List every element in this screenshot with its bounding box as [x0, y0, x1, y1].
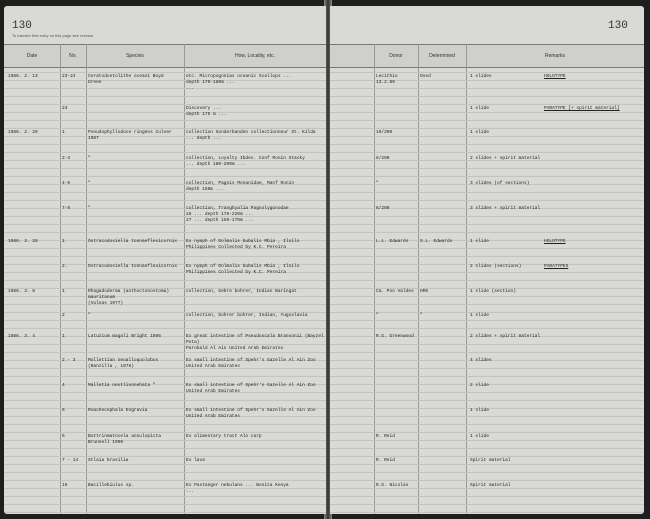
entry-donor: Lecithio 13.2.86 [376, 74, 398, 85]
ruled-line [330, 272, 644, 273]
ruled-line [330, 432, 644, 433]
entry-remarks: Spirit material [470, 483, 511, 488]
entry-date: 1986. 3. 8 [8, 289, 36, 294]
ruled-line [330, 304, 644, 305]
entry-remarks: 2 slide [470, 383, 489, 388]
entry-remarks-type: HOLOTYPE [544, 74, 566, 79]
col-divider [86, 44, 87, 514]
ruled-line [4, 224, 326, 225]
right-page [330, 6, 644, 514]
col-header-locality: How, Locality, etc. [235, 53, 275, 59]
ruled-line [330, 368, 644, 369]
entry-date: 1986. 2. 13 [8, 74, 38, 79]
entry-donor: R. Reid [376, 458, 395, 463]
entry-species: Ostracodosiella tonnaeflexicornis [88, 264, 178, 269]
ruled-line [330, 216, 644, 217]
entry-remarks-type: PARATYPES [544, 264, 569, 269]
ruled-line [4, 96, 326, 97]
ruled-line [330, 512, 644, 513]
entry-determined: HMS [420, 289, 429, 294]
entry-species: Malletia neotlinonehata " [88, 383, 156, 388]
ruled-line [4, 496, 326, 497]
entry-number: 2 - 3 [62, 358, 76, 363]
ruled-line [330, 416, 644, 417]
ruled-line [4, 448, 326, 449]
entry-locality: collection Sonderbanden collectionneur St. Kilda ... depth ... [186, 130, 316, 141]
entry-remarks: 1 slides [470, 74, 492, 79]
entry-species: " [88, 206, 91, 211]
entry-species: Rhagadoderma (anthoctonostoma) mauritanum (Vulnas 1977) [88, 289, 170, 306]
entry-donor: Ca. Poo Valdes [376, 289, 414, 294]
entry-species: Latuzium magali Bright 1986 [88, 334, 161, 339]
col-header-no: No. [69, 53, 77, 59]
ruled-line [330, 424, 644, 425]
entry-donor: L.L. Edwards [376, 239, 409, 244]
ruled-line [330, 256, 644, 257]
ruled-line [4, 176, 326, 177]
ruled-line [330, 480, 644, 481]
ruled-line [330, 96, 644, 97]
ruled-line [4, 504, 326, 505]
entry-remarks: 2 slides + spirit material [470, 334, 541, 339]
entry-locality: collection, Pagnis Monanidae, Manf Ronin depth 150m ... [186, 181, 295, 192]
ruled-line [330, 104, 644, 105]
ruled-line [330, 448, 644, 449]
ruled-line [330, 136, 644, 137]
entry-remarks: Spirit material [470, 458, 511, 463]
col-divider [374, 44, 375, 514]
col-divider [60, 44, 61, 514]
ruled-line [330, 496, 644, 497]
entry-species: Mollettian neoalloquolobos (Ranzilla , 1878) [88, 358, 159, 369]
entry-locality: Ex lava [186, 458, 205, 463]
entry-remarks: 1 slide [470, 130, 489, 135]
entry-number: 2. [62, 264, 68, 269]
entry-number: 19 [62, 483, 68, 488]
entry-remarks: 1 slide [470, 313, 489, 318]
col-divider [418, 44, 419, 514]
ruled-line [330, 128, 644, 129]
ruled-line [330, 144, 644, 145]
entry-date: 1986. 3. 4 [8, 334, 36, 339]
entry-remarks: 1 slide (section) [470, 289, 516, 294]
entry-donor: R.G. Nicolas [376, 483, 409, 488]
ruled-line [330, 392, 644, 393]
header-note: To transfer first entry on this page see reverse [12, 33, 94, 38]
ruled-line [4, 432, 326, 433]
ruled-line [330, 232, 644, 233]
entry-locality: collection, Loyalty Ibdes. Conf Ronin Stacky ... depth 180-200m ... [186, 156, 305, 167]
entry-donor: R.G. Greenwood [376, 334, 414, 339]
entry-locality: Ex nymph of Dolmalis bubalis Mbia , Iloilo Philippines Collected by K.C. Pereira [186, 264, 300, 275]
entry-locality: collection, Tranghyalia Pagnolygonodae 28 ... depth 170-220m ... 27 ... depth 150-170m ... [186, 206, 289, 223]
entry-locality: Ex small intestine of Spehr's Gazelle Al Ain Zoo United Arab Emirates [186, 358, 316, 369]
entry-locality: Ex small intestine of Spehr's Gazelle Al Ain Zoo United Arab Emirates [186, 408, 316, 419]
col-divider [466, 44, 467, 514]
entry-determined: " [420, 313, 423, 318]
ruled-line [330, 504, 644, 505]
entry-remarks: 1 slide [470, 239, 489, 244]
entry-date: 1986. 3. 28 [8, 239, 38, 244]
ruled-line [4, 152, 326, 153]
entry-remarks: 1 slide [470, 408, 489, 413]
entry-determined: Oved [420, 74, 431, 79]
col-header-species: Species [126, 53, 144, 59]
entry-species: " [88, 181, 91, 186]
ruled-line [330, 320, 644, 321]
entry-locality: Ex alimentary tract Alo carp [186, 434, 262, 439]
ruled-line [4, 104, 326, 105]
col-header-remarks: Remarks [544, 53, 565, 59]
ruled-line [330, 176, 644, 177]
entry-remarks: 1 slide [470, 434, 489, 439]
entry-determined: S.L. Edwards [420, 239, 453, 244]
left-page-number: 130 [12, 20, 32, 32]
entry-donor: R. Reid [376, 434, 395, 439]
entry-number: 7 - 14 [62, 458, 79, 463]
entry-number: 4 [62, 383, 65, 388]
entry-number: 1 [62, 239, 65, 244]
ruled-line [4, 320, 326, 321]
entry-number: 24 [62, 106, 68, 111]
col-divider [184, 44, 185, 514]
entry-remarks: 3 slides + spirit material [470, 206, 541, 211]
ruled-line [330, 280, 644, 281]
entry-locality: collection, bohrer bohrer, Indian, Yugoslavia [186, 313, 308, 318]
entry-number: 7-9 [62, 206, 71, 211]
right-page-number: 130 [608, 20, 628, 32]
ruled-line [4, 464, 326, 465]
ruled-line [4, 280, 326, 281]
entry-donor: 6/200 [376, 206, 390, 211]
ruled-line [4, 328, 326, 329]
entry-locality: collection, Gebre bohrer, Indian Baringat [186, 289, 297, 294]
entry-donor: " [376, 181, 379, 186]
ruled-line [4, 144, 326, 145]
ruled-line [4, 456, 326, 457]
entry-species: Buttrinmatocela annulopicta Brunnell 1996 [88, 434, 161, 445]
entry-date: 1986. 2. 26 [8, 130, 38, 135]
entry-number: 6 [62, 434, 65, 439]
ruled-line [330, 200, 644, 201]
ruled-line [330, 296, 644, 297]
ruled-line [330, 248, 644, 249]
entry-donor: 6/200 [376, 156, 390, 161]
entry-remarks: 3 slides (of sections) [470, 181, 530, 186]
left-page [4, 6, 326, 514]
entry-number: 6 [62, 408, 65, 413]
entry-locality: Ex small intestine of Spehr's Gazelle Al Ain Zoo United Arab Emirates [186, 383, 316, 394]
entry-remarks: 2 slides (sections) [470, 264, 522, 269]
ruled-line [330, 400, 644, 401]
ruled-line [4, 376, 326, 377]
entry-remarks-type: PARATYPE [+ spirit material] [544, 106, 620, 111]
entry-remarks: 4 slides [470, 358, 492, 363]
ruled-line [330, 344, 644, 345]
entry-locality: Ex nymph of Dolmalis bubalis Mbia , Iloilo Philippines Collected by K.C. Pereira [186, 239, 300, 250]
ruled-line [330, 72, 644, 73]
col-header-date: Date [26, 53, 38, 59]
ruled-line [4, 472, 326, 473]
entry-locality: Discovery ... depth 175 m ... [186, 106, 227, 117]
ruled-line [330, 440, 644, 441]
entry-number: 1 [62, 289, 65, 294]
entry-remarks: 2 slides + spirit material [470, 156, 541, 161]
entry-number: 4-6 [62, 181, 71, 186]
entry-species: Pseudophyllodoce ringens Culver 1987 [88, 130, 172, 141]
ruled-line [4, 352, 326, 353]
ruled-line [330, 352, 644, 353]
entry-species: Stlaia brasilia [88, 458, 129, 463]
entry-species: Roachecephala Engravia [88, 408, 148, 413]
col-header-determined: Determined [429, 53, 455, 59]
entry-remarks: 1 slide [470, 106, 489, 111]
entry-species: Ceratodontolithe oceani Boyd Green [88, 74, 164, 85]
entry-donor: " [376, 313, 379, 318]
entry-number: 2-3 [62, 156, 71, 161]
ruled-line [4, 424, 326, 425]
entry-locality: etc. Micropogonias oceanic Scallops ... depth 170-180m ... ... [186, 74, 292, 91]
entry-number: 2 [62, 313, 65, 318]
ruled-line [330, 328, 644, 329]
ruled-line [4, 120, 326, 121]
ruled-line [4, 400, 326, 401]
ruled-line [330, 472, 644, 473]
ruled-line [330, 112, 644, 113]
ruled-line [4, 232, 326, 233]
entry-locality: Ex Pastanger nebulans ... Bonita Kenya ... [186, 483, 289, 494]
ruled-line [330, 224, 644, 225]
ruled-line [4, 256, 326, 257]
ruled-line [330, 376, 644, 377]
entry-number: 1 [62, 130, 65, 135]
ruled-line [330, 168, 644, 169]
entry-number: 1 [62, 334, 65, 339]
ruled-line [4, 480, 326, 481]
ruled-line [330, 456, 644, 457]
right-header-row [330, 44, 644, 68]
entry-species: Bacillebiulus sp. [88, 483, 134, 488]
ruled-line [4, 128, 326, 129]
entry-species: " [88, 156, 91, 161]
ruled-line [4, 72, 326, 73]
ruled-line [4, 512, 326, 513]
ruled-line [4, 168, 326, 169]
entry-species: " [88, 313, 91, 318]
ruled-line [330, 464, 644, 465]
col-header-donor: Donor [389, 53, 403, 59]
left-header-row [4, 44, 326, 68]
ruled-line [330, 152, 644, 153]
entry-donor: 19/200 [376, 130, 393, 135]
ruled-line [330, 88, 644, 89]
ruled-line [330, 120, 644, 121]
entry-locality: Ex great intestine of Pseudoscala Bransonii (Bayzel Pota) Parobald Al Ain United Arab Emirates [186, 334, 324, 351]
entry-species: Ostracodosiella tonnaeflexicornis [88, 239, 178, 244]
ruled-line [4, 200, 326, 201]
ruled-line [330, 192, 644, 193]
col-header-locality-cont [330, 45, 374, 67]
entry-number: 23-24 [62, 74, 76, 79]
entry-remarks-type: HOLOTYPE [544, 239, 566, 244]
